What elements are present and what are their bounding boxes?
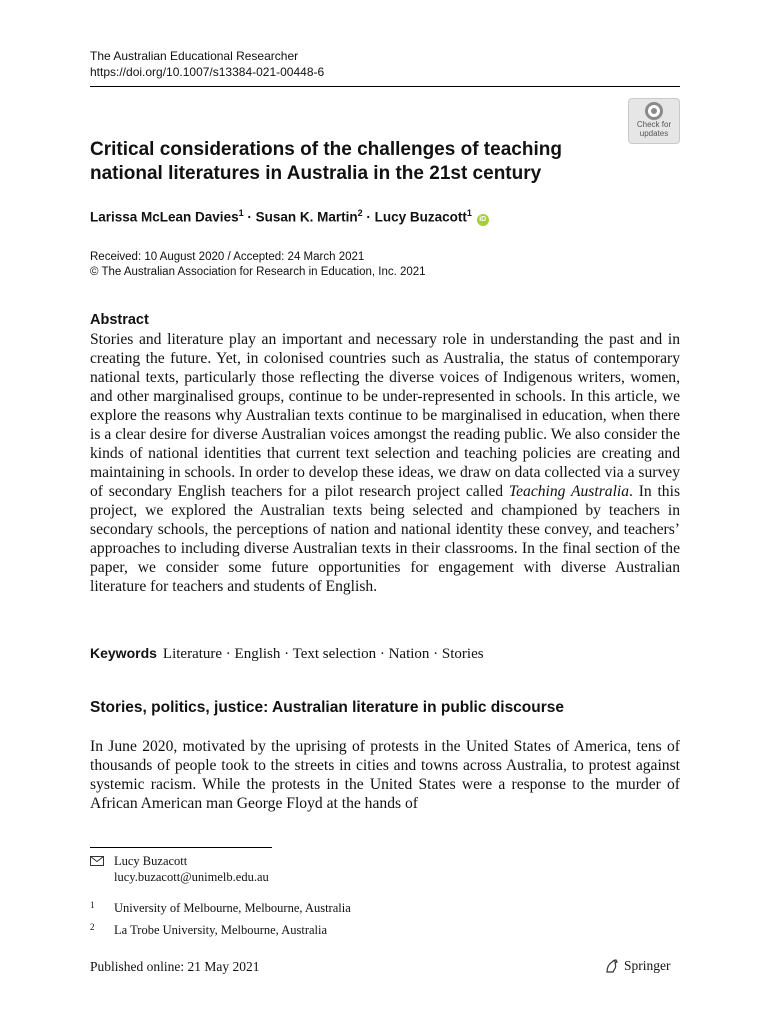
section-heading: Stories, politics, justice: Australian literature in public discourse [90, 699, 565, 716]
affiliation-item [90, 897, 351, 916]
author-name: Susan K. Martin [255, 209, 358, 225]
keywords-list: Literature · English · Text selection · Nation · Stories [162, 646, 484, 662]
author-list: Larissa McLean Davies$^1$ · Susan K. Martin$^2$ · Lucy Buzacott$^1$ iD [90, 208, 489, 226]
affiliation-item [90, 919, 327, 938]
badge-line2: updates [639, 129, 669, 138]
keywords-label: Keywords [90, 645, 157, 661]
body-paragraph: In June 2020, motivated by the uprising of protests in the United States of America, tens of thousands of people took to the streets in cities and towns across Australia, to protest against systemic racism. While the protests in the United States were a response to the murder of African American man George Floyd at the hands of [90, 738, 680, 812]
publisher-name: Springer [624, 958, 671, 973]
doi-link[interactable]: https://doi.org/10.1007/s13384-021-00448-6 [90, 65, 325, 79]
abstract-part-2: . In this project, we explored the Australian texts being selected and championed by teachers in secondary schools, the perceptions of nation and national identity these convey, and teachers’ approaches to including diverse Australian texts in their classrooms. In the final section of the paper, we consider some future opportunities for engagement with diverse Australian literature for teachers and students of English. [90, 483, 681, 595]
springer-horse-icon [604, 958, 620, 974]
paper-title: Critical considerations of the challenges of teaching national literatures in Australia in the 21st century [90, 139, 562, 184]
received-accepted-dates: Received: 10 August 2020 / Accepted: 24 March 2021 [90, 251, 365, 263]
journal-name: The Australian Educational Researcher [90, 49, 299, 63]
abstract-part-1: Stories and literature play an important and necessary role in understanding the past and in creating the future. Yet, in colonised countries such as Australia, the status of contemporary national texts, particularly those reflecting the diverse voices of Indigenous writers, women, and other marginalised groups, continue to be under-represented in schools. In this article, we explore the reasons why Australian texts continue to be marginalised in education, when there is a clear desire for diverse Australian voices amongst the reading public. We also consider the kinds of national identities that current text selection and teaching policies are creating and maintaining in schools. In order to develop these ideas, we draw on data collected via a survey of secondary English teachers for a pilot research project called [90, 331, 680, 500]
published-date: Published online: 21 May 2021 [90, 959, 260, 974]
project-title: Teaching Australia [508, 483, 630, 500]
footnote-divider [90, 847, 272, 848]
copyright-line: © The Australian Association for Research in Education, Inc. 2021 [90, 266, 426, 278]
abstract-text [90, 330, 680, 596]
abstract-heading: Abstract [90, 312, 149, 328]
orcid-icon[interactable]: iD [477, 214, 489, 226]
badge-line1: Check for [636, 120, 672, 129]
author-affiliation-mark: 2 [357, 208, 363, 218]
corresponding-name: Lucy Buzacott [114, 854, 188, 868]
author-name: Lucy Buzacott [374, 209, 467, 225]
keywords-line [90, 645, 484, 663]
journal-header [90, 48, 324, 80]
affiliation-number: 2 [90, 922, 95, 932]
check-updates-icon [645, 102, 663, 120]
affiliation-number: 1 [90, 900, 95, 910]
check-for-updates-badge[interactable] [628, 98, 680, 144]
corresponding-author [90, 853, 269, 885]
header-divider [90, 86, 680, 87]
publisher-logo [604, 958, 671, 974]
corresponding-email[interactable]: lucy.buzacott@unimelb.edu.au [114, 870, 269, 884]
dates-block [90, 250, 426, 280]
author-name: Larissa McLean Davies [90, 209, 239, 225]
envelope-icon [90, 856, 104, 866]
affiliation-text: University of Melbourne, Melbourne, Australia [114, 901, 351, 915]
affiliation-text: La Trobe University, Melbourne, Australia [114, 923, 328, 937]
author-affiliation-mark: 1 [238, 208, 244, 218]
author-affiliation-mark: 1 [466, 208, 472, 218]
